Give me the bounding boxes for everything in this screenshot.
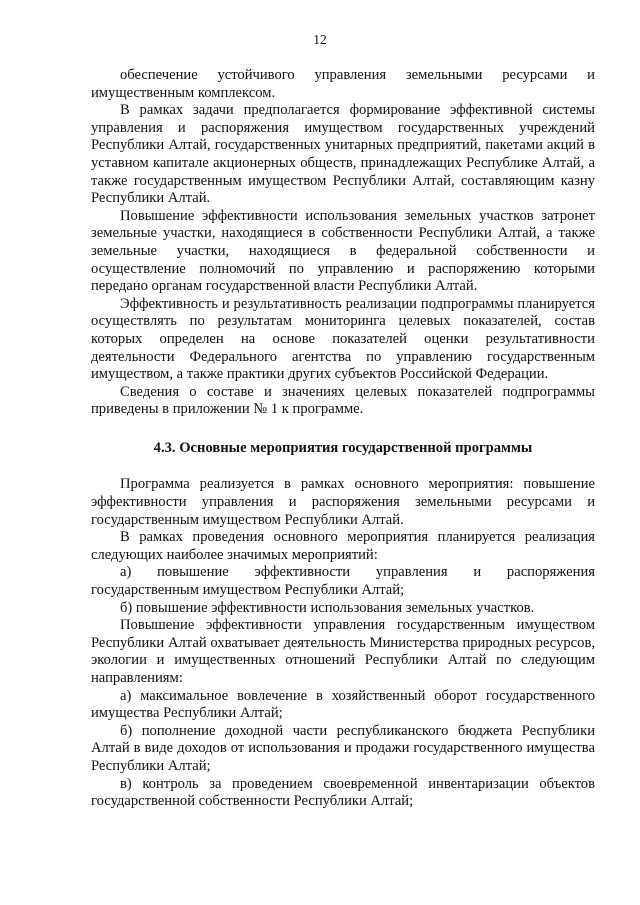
paragraph: Сведения о составе и значениях целевых показателей подпрограммы приведены в приложении № 1 к программе. [91, 383, 595, 418]
paragraph: В рамках проведения основного мероприятия планируется реализация следующих наиболее значимых мероприятий: [91, 529, 595, 563]
list-item: а) максимальное вовлечение в хозяйственный оборот государственного имущества Республики Алтай; [91, 687, 595, 722]
paragraph: Программа реализуется в рамках основного мероприятия: повышение эффективности управления и распоряжения земельными ресурсами и государственным имуществом Республики Алтай. [91, 476, 595, 528]
list-item: б) повышение эффективности использования земельных участков. [120, 599, 535, 616]
page-body [91, 67, 595, 811]
section-heading: 4.3. Основные мероприятия государственной программы [153, 439, 533, 456]
page-number: 12 [313, 32, 327, 47]
paragraph: обеспечение устойчивого управления земельными ресурсами и имущественным комплексом. [91, 67, 595, 101]
paragraph: В рамках задачи предполагается формирование эффективной системы управления и распоряжения имуществом государственных учреждений Республики Алтай, государственных унитарных предприятий, пакетами акций в уставном капитале акционерных обществ, принадлежащих Республике Алтай, а также государственным имуществом Республики Алтай, составляющим казну Республики Алтай. [91, 102, 595, 207]
paragraph: Повышение эффективности управления государственным имуществом Республики Алтай охватывает деятельность Министерства природных ресурсов, экологии и имущественных отношений Республики Алтай по следующим направлениям: [91, 617, 595, 686]
list-item: а) повышение эффективности управления и распоряжения государственным имуществом Республики Алтай; [91, 564, 595, 599]
paragraph: Повышение эффективности использования земельных участков затронет земельные участки, находящиеся в собственности Республики Алтай, а также земельные участки, находящиеся в федеральной собственности и осуществление полномочий по управлению и распоряжению которыми передано органам государственной власти Республики Алтай. [91, 207, 595, 295]
list-item: в) контроль за проведением своевременной инвентаризации объектов государственной собственности Республики Алтай; [91, 775, 595, 810]
list-item: б) пополнение доходной части республиканского бюджета Республики Алтай в виде доходов от использования и продажи государственного имущества Республики Алтай; [91, 722, 595, 774]
paragraph: Эффективность и результативность реализации подпрограммы планируется осуществлять по результатам мониторинга целевых показателей, состав которых определен на основе показателей оценки результативности деятельности Федерального агентства по управлению государственным имуществом, а также практики других субъектов Российской Федерации. [91, 295, 595, 383]
